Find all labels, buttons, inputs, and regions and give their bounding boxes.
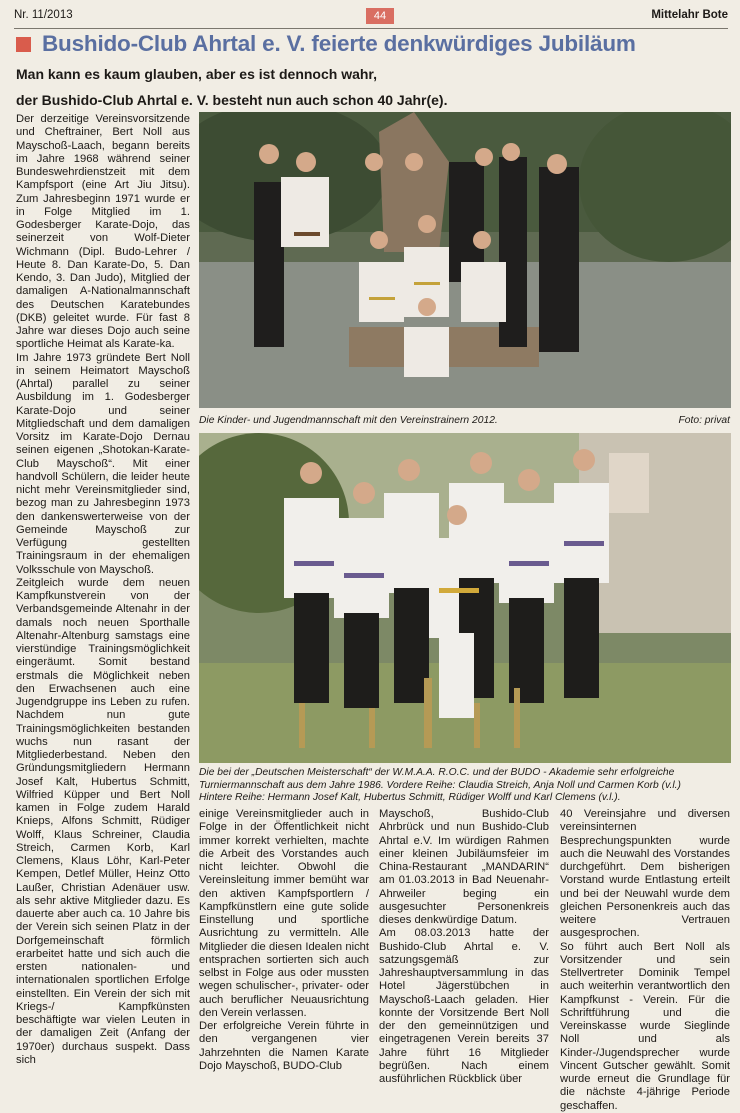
paragraph: Der erfolgreiche Verein führte in den vergangenen vier Jahrzehnten die Namen Karate Dojo Mayschoß, BUDO-Club (199, 1020, 369, 1072)
caption-line: Turniermannschaft aus dem Jahre 1986. Vordere Reihe: Claudia Streich, Anja Noll und Carmen Korb (v.l.) (199, 779, 681, 791)
paragraph: 40 Vereinsjahre und diversen vereinsinternen Besprechungspunkten wurde auch die Neuwahl des Vorstandes durchgeführt. Dem bisherigen Vorstand wurde Entlastung erteilt und bei der Neuwahl wurde dem gleichen Personenkreis auch das weitere Vertrauen ausgesprochen. (560, 808, 730, 940)
paragraph: Am 08.03.2013 hatte der Bushido-Club Ahrtal e. V. satzungsgemäß zur Jahreshauptversammlung in das Hotel Jägerstübchen in Mayschoß-Laach geladen. Hier konnte der Vorsitzende Bert Noll der den gemeinnützigen und eingetragenen Verein bereits 37 Jahre führt 16 Mitglieder begrüßen. Nach einem ausführlichen Rückblick über (379, 927, 549, 1085)
page-header (14, 6, 728, 26)
page-number-badge: 44 (366, 8, 394, 24)
lead-line-2: der Bushido-Club Ahrtal e. V. besteht nun auch schon 40 Jahr(e). (16, 92, 448, 108)
paragraph: Zeitgleich wurde dem neuen Kampfkunstverein von der Verbandsgemeinde Altenahr in der damals noch neuen Sporthalle Altenahr-Altenburg samstags eine vierstündige Trainingsmöglichkeit eingeräumt. Somit bestand erstmals die Möglichkeit neben den Erwachsenen auch eine Jugendgruppe ins Leben zu rufen. Nachdem nun gute Trainingsmöglichkeiten bestanden wuchs nun rasant der Mitgliederbestand. Neben den Gründungsmitgliedern Hermann Josef Kalt, Hubertus Schmitt, Wilfried Küpper und Bert Noll kamen in Folge zudem Harald Knieps, Alfons Schmitt, Rüdiger Wolff, Klaus Schreiner, Claudia Streich, Carmen Korb, Karl Clemens, Klaus Löhr, Karl-Peter Kempen, Detlef Müller, Heinz Otto Laußer, Christian Adenäuer usw. als sehr aktive Mitglieder dazu. Es dauerte aber auch ca. 10 Jahre bis der Verein sich seinen Platz in der Dorfgemeinschaft förmlich erarbeitet hatte und sich auch die ersten nationalen- und internationalen sportlichen Erfolge einstellten. Ein Verein der sich mit Kriegs-/ Kampfkünsten beschäftigte war vielen Leuten in der damaligen Zeit (Anfang der 1970er) durchaus suspekt. Dass sich (16, 576, 190, 1066)
team-photo-1986 (199, 433, 731, 763)
caption-line: Die bei der „Deutschen Meisterschaft“ der W.M.A.A. R.O.C. und der BUDO - Akademie sehr erfolgreiche (199, 767, 675, 778)
paragraph: Mayschoß, Bushido-Club Ahrbrück und nun Bushido-Club Ahrtal e.V. Im würdigen Rahmen einer kleinen Jubiläumsfeier im China-Restaurant „MANDARIN“ am 01.03.2013 in Bad Neuenahr-Ahrweiler beging ein ausgesuchter Personenkreis dieses denkwürdige Datum. (379, 808, 549, 926)
article-column-3 (379, 808, 549, 1086)
headline: Bushido-Club Ahrtal e. V. feierte denkwürdiges Jubiläum (42, 31, 636, 56)
photo-caption-1986 (199, 767, 731, 805)
article-column-4 (560, 808, 730, 1113)
lead-line-1: Man kann es kaum glauben, aber es ist dennoch wahr, (16, 66, 377, 82)
photo-caption-2012: Die Kinder- und Jugendmannschaft mit den Vereinstrainern 2012. (199, 415, 498, 426)
issue-number: Nr. 11/2013 (14, 9, 73, 21)
newspaper-name: Mittelahr Bote (651, 9, 728, 21)
caption-line: Hintere Reihe: Hermann Josef Kalt, Hubertus Schmitt, Rüdiger Wolff und Karl Clemens (v.l.). (199, 792, 621, 803)
headline-square-icon (16, 37, 31, 52)
paragraph: Der derzeitige Vereinsvorsitzende und Cheftrainer, Bert Noll aus Mayschoß-Laach, begann bereits im Jahre 1968 während seiner Bundeswehrdienstzeit mit dem Kampfsport (eine Art Jiu Jitsu). Zum Jahresbeginn 1971 wurde er in Folge Mitglied im 1. Godesberger Karate-Dojo, das seinerzeit von Wolf-Dieter Wichmann (Dipl. Budo-Lehrer / Heute 8. Dan Karate-Do, 5. Dan Kendo, 3. Dan Judo), Mitglied der damaligen A-Nationalmannschaft des Deutschen Karatebundes (DKB) geleitet wurde. Für fast 8 Jahre war dieses Dojo auch seine sportliche Heimat als Karate-ka. (16, 113, 190, 351)
photo-credit: Foto: privat (678, 415, 730, 426)
team-photo-2012 (199, 112, 731, 408)
paragraph: Im Jahre 1973 gründete Bert Noll in seinem Heimatort Mayschoß (Ahrtal) parallel zu seiner Ausbildung im 1. Godesberger Karate-Dojo und seiner Mitgliedschaft und dem damaligen Vorsitz im Karate-Dojo Dernau seinen eigenen „Shotokan-Karate-Club Mayschoß“. Mit einer handvoll Schülern, die leider heute nicht mehr Vereinsmitglieder sind, bezog man zu Jahresbeginn 1973 den dankenswerterweise von der Gemeinde Mayschoß zur Verfügung gestellten Trainingsraum in der ehemaligen Volksschule von Mayschoß. (16, 351, 190, 576)
header-rule (14, 28, 728, 29)
paragraph: So führt auch Bert Noll als Vorsitzender und sein Stellvertreter Dominik Tempel auch weiterhin verantwortlich den Kampfkunst - Verein. Für die Schriftführung und die Vereinskasse wurde Sieglinde Noll und als Kinder-/Jugendsprecher wurde Vincent Gutscher gewählt. Somit wurde erneut die Grundlage für die nächste 4-jährige Periode geschaffen. (560, 940, 730, 1112)
article-column-2 (199, 808, 369, 1073)
article-column-1 (16, 113, 190, 1067)
paragraph: einige Vereinsmitglieder auch in Folge in der Öffentlichkeit nicht immer korrekt verhielten, machte die Arbeit des Vorstandes auch nicht leichter. Obwohl die Vereinsleitung immer bemüht war den aktiven Kampfsportlern / Kampfkünstlern eine gute solide Einstellung und sportliche Ausrichtung zu vermitteln. Alle Mitglieder die diesen Idealen nicht entsprachen sortierten sich auch selbst in Folge aus oder mussten wegen schulischer-, privater- oder auch beruflicher Neuausrichtung den Verein verlassen. (199, 808, 369, 1019)
